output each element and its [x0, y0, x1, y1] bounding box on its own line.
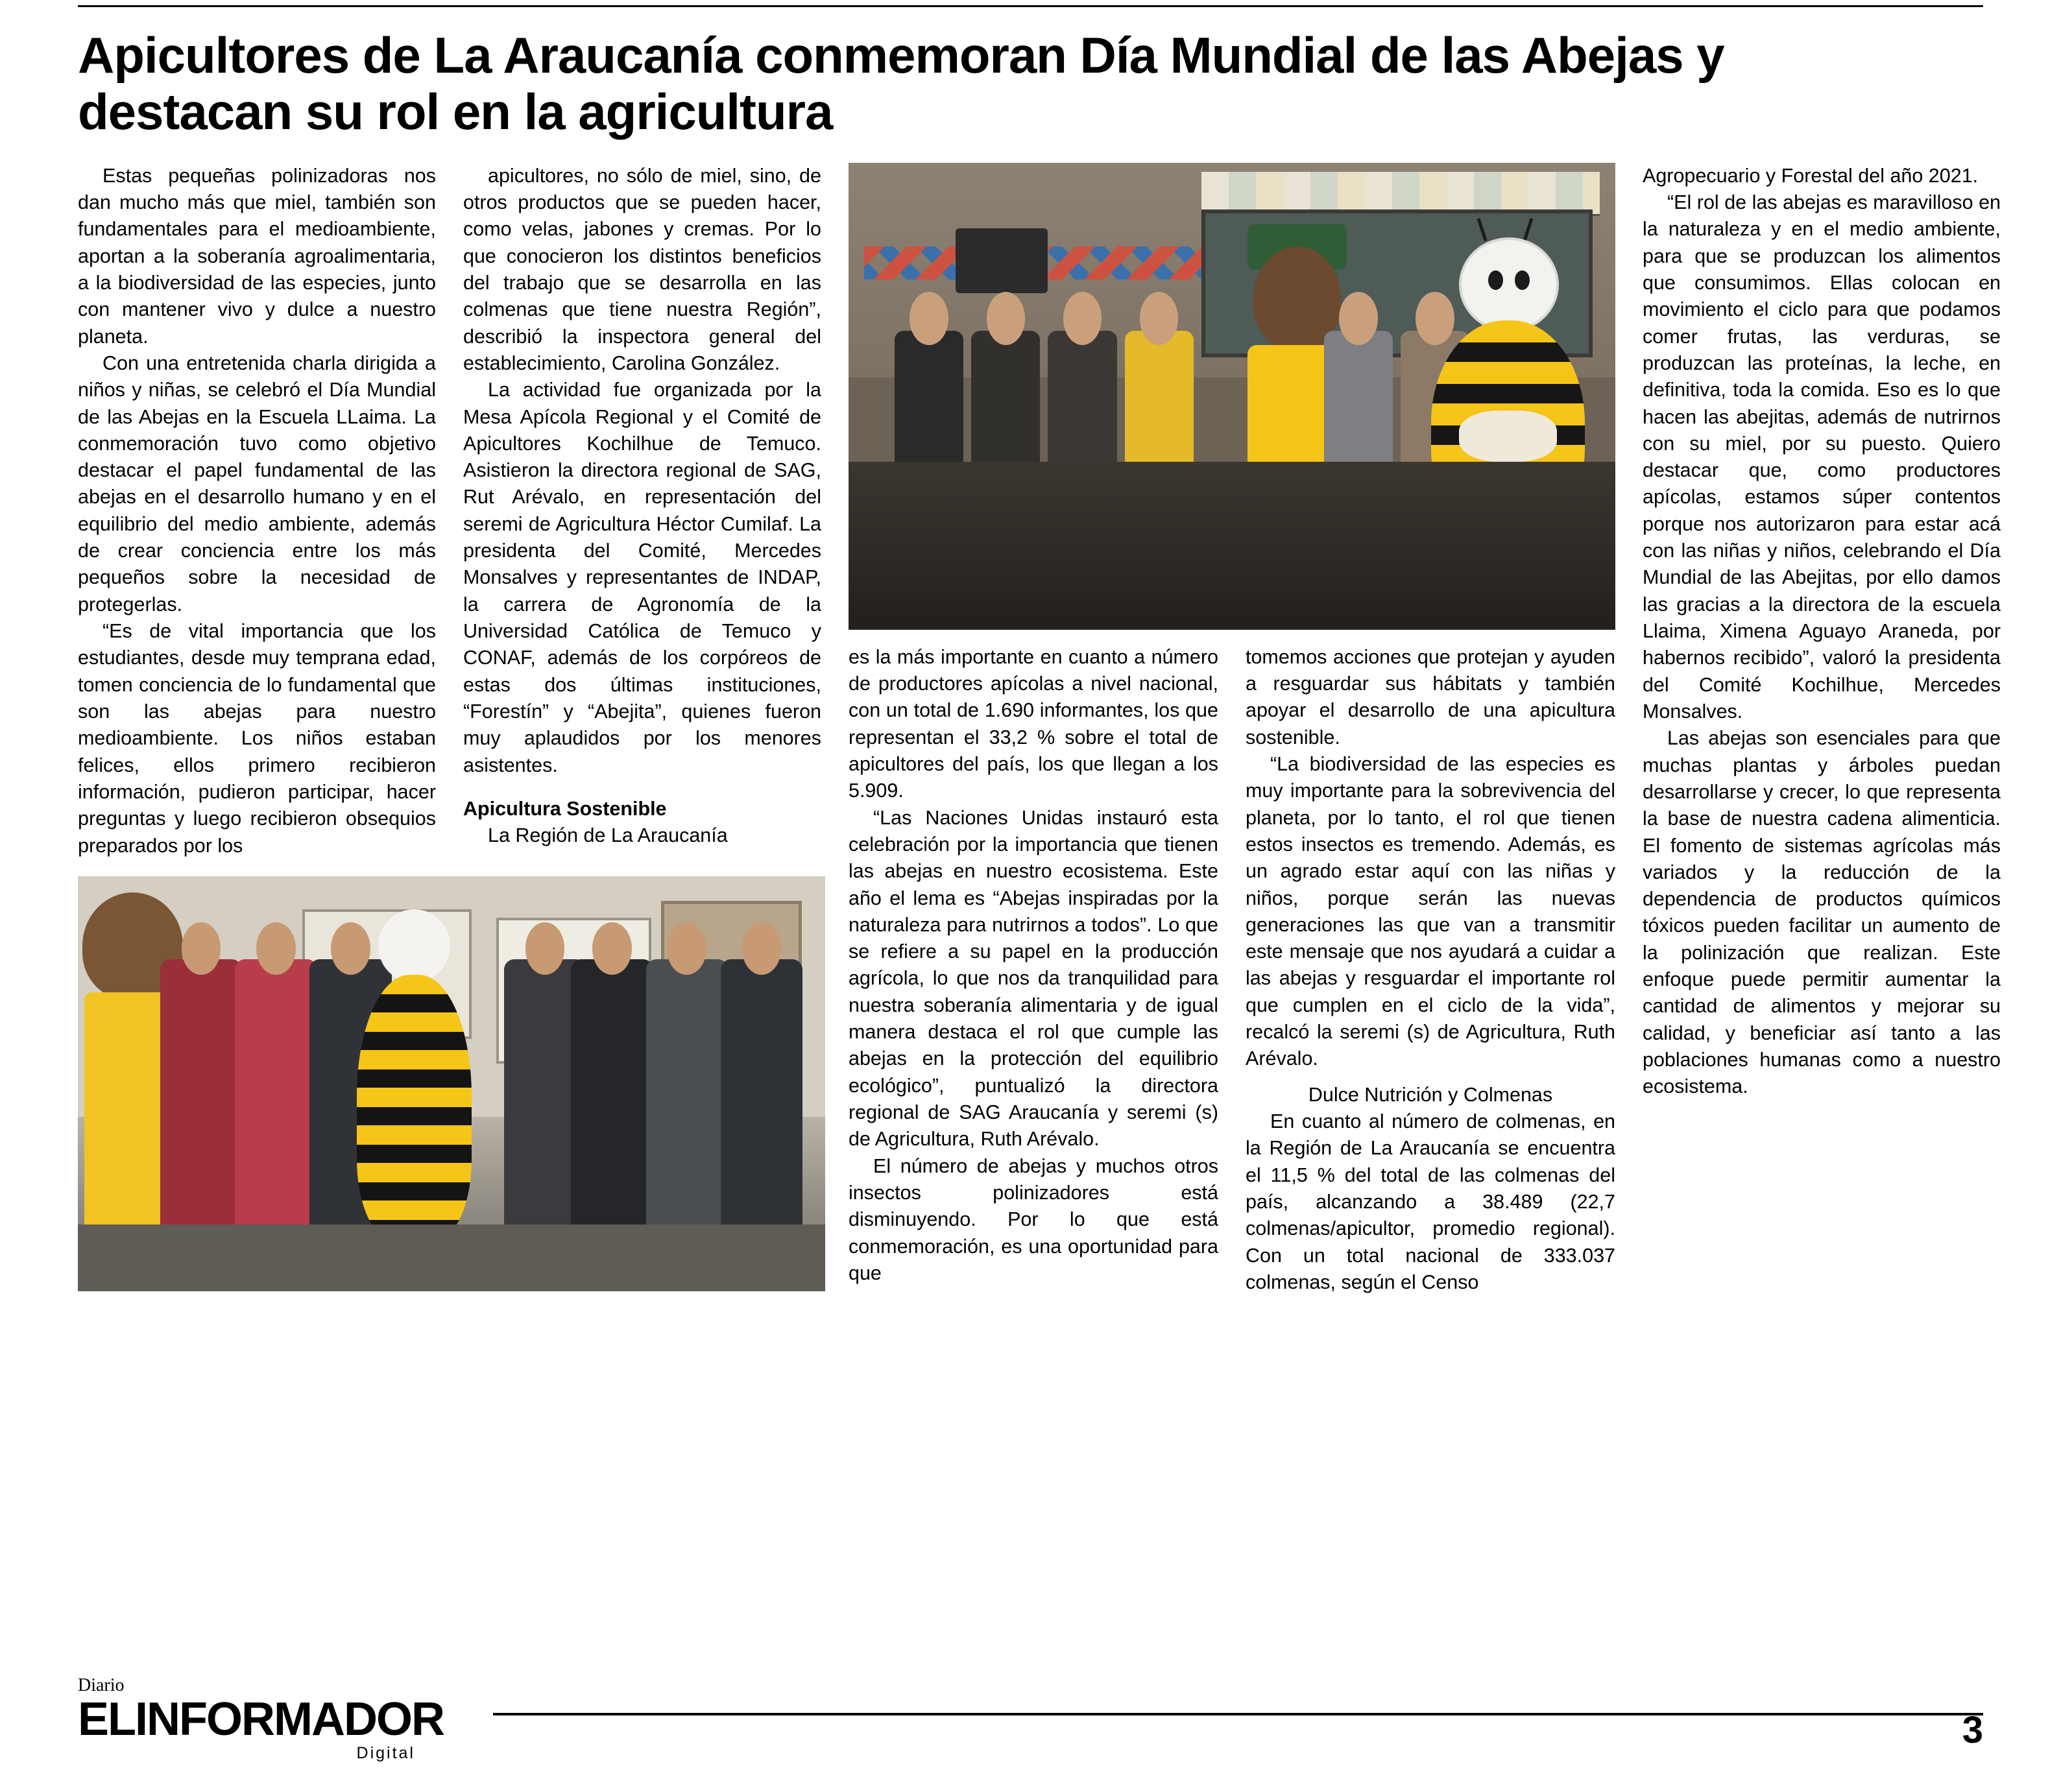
- column-3: [849, 644, 1218, 1296]
- page-footer: [78, 1674, 1983, 1762]
- paragraph: “Las Naciones Unidas instauró esta celebración por la importancia que tienen las abejas en nuestro ecosistema. Este año el lema es “Abejas inspiradas por la naturaleza para nutrirnos a todos”. Lo que se refiere a su papel en la producción agrícola, lo que nos da tranquilidad para nuestra soberanía alimentaria y de igual manera destaca el rol que cumple las abejas en la protección del equilibrio ecológico”, puntualizó la directora regional de SAG Araucanía y seremi (s) de Agricultura, Ruth Arévalo.: [849, 806, 1218, 1151]
- paragraph: “La biodiversidad de las especies es muy importante para la sobrevivencia del planeta, por lo tanto, el rol que tienen estos insectos es tremendo. Además, es un agrado estar aquí con las niñas y niños, porque serán las nuevas generaciones las que van a transmitir este mensaje que nos ayudará a cuidar a las abejas y resguardar el importante rol que cumplen en el ciclo de la vida”, recalcó la seremi (s) de Agricultura, Ruth Arévalo.: [1246, 752, 1615, 1070]
- logo-el: EL: [78, 1693, 136, 1745]
- photo-person: [571, 959, 653, 1267]
- footer-divider: [493, 1713, 1983, 1715]
- top-divider: [78, 5, 1983, 7]
- section-subheading: Dulce Nutrición y Colmenas: [1308, 1083, 1553, 1106]
- paragraph: apicultores, no sólo de miel, sino, de otros productos que se pueden hacer, como velas, jabones y cremas. Por lo que conocieron los distintos beneficios del trabajo que se desarrolla en las colmenas que tiene nuestra Región”, describió la inspectora general del establecimiento, Carolina González.: [463, 164, 821, 374]
- paragraph: tomemos acciones que protejan y ayuden a resguardar sus hábitats y también apoyar el desarrollo de una apicultura sostenible.: [1246, 645, 1615, 748]
- photo-desks: [849, 462, 1615, 630]
- section-subheading: Apicultura Sostenible: [463, 797, 667, 820]
- photo-classroom-activity: [849, 163, 1615, 630]
- center-block: [849, 163, 1615, 1296]
- publication-logo: [78, 1677, 467, 1763]
- paragraph: “El rol de las abejas es maravilloso en la naturaleza y en el medio ambiente, para que se produzcan los alimentos que consumimos. Ellas colocan en movimiento el ciclo para que podamos comer frutas, las verduras, se produzcan las proteínas, la leche, en definitiva, toda la comida. Eso es lo que hacen las abejitas, además de nutrirnos con su miel, por su puesto. Quiero destacar que, como productores apícolas, estamos súper contentos porque nos autorizaron para estar acá con las niñas y niños, celebrando el Día Mundial de las Abejitas, por ello damos las gracias a la directora de la escuela Llaima, Ximena Aguayo Araneda, por habernos recibido”, valoró la presidenta del Comité Kochilhue, Mercedes Monsalves.: [1643, 191, 2001, 723]
- paragraph: “Es de vital importancia que los estudiantes, desde muy temprana edad, tomen conciencia de lo fundamental que son las abejas para nuestro medioambiente. Los niños estaban felices, ellos primero recibieron información, pudieron participar, hacer preguntas y luego recibieron obsequios preparados por los: [78, 620, 436, 857]
- photo-group-with-mascots: [78, 876, 825, 1291]
- paragraph: Agropecuario y Forestal del año 2021.: [1643, 164, 1979, 187]
- paragraph: En cuanto al número de colmenas, en la Región de La Araucanía se encuentra el 11,5 % del total de las colmenas del país, alcanzando a 38.489 (22,7 colmenas/apicultor, promedio regional). Con un total nacional de 333.037 colmenas, según el Censo: [1246, 1110, 1615, 1293]
- photo-person: [646, 959, 729, 1267]
- paragraph: La actividad fue organizada por la Mesa Apícola Regional y el Comité de Apicultores Kochilhue de Temuco. Asistieron la directora regional de SAG, Rut Arévalo, en representación del seremi de Agricultura Héctor Cumilaf. La presidenta del Comité, Mercedes Monsalves y representantes de INDAP, la carrera de Agronomía de la Universidad Católica de Temuco y CONAF, además de los corpóreos de estas dos últimas instituciones, “Forestín” y “Abejita”, quienes fueron muy aplaudidos por los menores asistentes.: [463, 379, 821, 776]
- paragraph: Las abejas son esenciales para que muchas plantas y árboles puedan desarrollarse y crecer, lo que representa la base de nuestra cadena alimenticia. El fomento de sistemas agrícolas más variados y la reducción de la dependencia de productos químicos tóxicos pueden facilitar un aumento de la polinización que realizan. Este enfoque puede permitir aumentar la cantidad de alimentos y mejorar su calidad, y beneficiar así tanto a las poblaciones humanas como a nuestro ecosistema.: [1643, 727, 2001, 1098]
- paragraph: Estas pequeñas polinizadoras nos dan mucho más que miel, también son fundamentales para el medioambiente, aportan a la soberanía agroalimentaria, a la biodiversidad de las especies, junto con mantener vivo y dulce a nuestro planeta.: [78, 164, 436, 348]
- column-4: [1246, 644, 1615, 1296]
- photo-person: [721, 959, 803, 1267]
- paragraph: Con una entretenida charla dirigida a niños y niñas, se celebró el Día Mundial de las Abejas en la Escuela LLaima. La conmemoración tuvo como objetivo destacar el papel fundamental de las abejas en el desarrollo humano y en el equilibrio del medio ambiente, además de crear conciencia entre los más pequeños sobre la necesidad de protegerlas.: [78, 352, 436, 615]
- photo-bee-mascot: [354, 909, 474, 1274]
- photo-person: [235, 959, 317, 1267]
- photo-projector: [956, 228, 1048, 294]
- logo-digital-label: Digital: [356, 1744, 415, 1762]
- page-number: 3: [1962, 1709, 1983, 1751]
- photo-person: [160, 959, 243, 1267]
- paragraph: El número de abejas y muchos otros insectos polinizadores está disminuyendo. Por lo que está conmemoración, es una oportunidad para que: [849, 1154, 1218, 1284]
- paragraph: es la más importante en cuanto a número de productores apícolas a nivel nacional, con un total de 1.690 informantes, los que representan el 33,2 % sobre el total de apicultores del país, los que llegan a los 5.909.: [849, 645, 1218, 802]
- photo-floor: [78, 1225, 825, 1291]
- logo-diario-label: Diario: [78, 1675, 125, 1695]
- center-columns: [849, 644, 1615, 1296]
- logo-informador: INFORMADOR: [135, 1693, 444, 1745]
- article-columns: [78, 163, 2001, 1296]
- photo-bee-head: [1459, 237, 1560, 333]
- logo-name: [78, 1693, 467, 1745]
- column-5: [1643, 163, 2001, 1101]
- column-2: [463, 163, 821, 850]
- paragraph: La Región de La Araucanía: [488, 824, 728, 847]
- column-1: [78, 163, 436, 1291]
- page-title: Apicultores de La Araucanía conmemoran Día Mundial de las Abejas y destacan su rol en la agricultura: [78, 27, 1724, 141]
